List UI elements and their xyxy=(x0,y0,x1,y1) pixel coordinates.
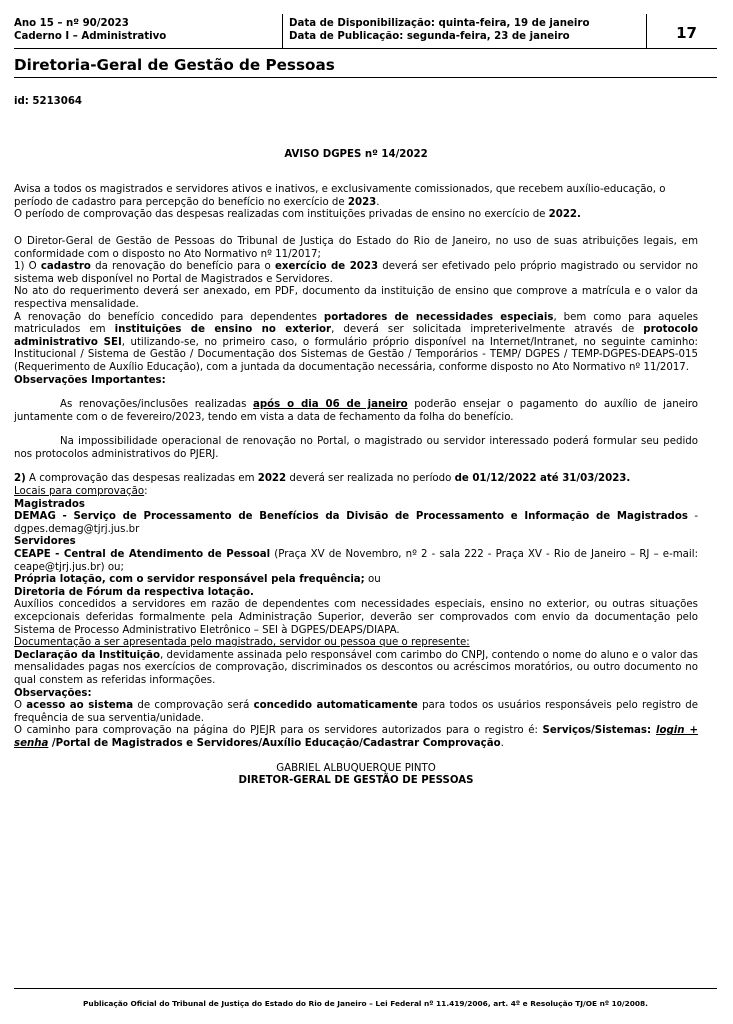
intro-paragraph-1: Avisa a todos os magistrados e servidores ativos e inativos, e exclusivamente comissionados, que recebem auxílio-educação, o período de cadastro para percepção do benefício no exercício de 2023. xyxy=(14,184,666,208)
body-paragraph-3: O Diretor-Geral de Gestão de Pessoas do Tribunal de Justiça do Estado do Rio de Janeiro, no uso de suas atribuições legais, em conformidade com o disposto no Ato Normativo nº 11/2017; xyxy=(14,235,698,260)
documentation-label: Documentação a ser apresentada pelo magistrado, servidor ou pessoa que o represente: xyxy=(14,637,470,649)
observation-2: Na impossibilidade operacional de renovação no Portal, o magistrado ou servidor interessado poderá formular seu pedido nos protocolos administrativos do PJERJ. xyxy=(14,436,698,460)
forum-entry: Diretoria de Fórum da respectiva lotação. xyxy=(14,586,254,598)
signature-role: DIRETOR-GERAL DE GESTÃO DE PESSOAS xyxy=(238,775,474,787)
observation-1: As renovações/inclusões realizadas após o dia 06 de janeiro poderão ensejar o pagamento do auxílio de janeiro juntamente com o de fevereiro/2023, tendo em vista a data de fechamento da folha do benefício. xyxy=(14,399,699,423)
intro-paragraph-2: O período de comprovação das despesas realizadas com instituições privadas de ensino no exercício de 2022. xyxy=(14,209,581,221)
auxilios-paragraph: Auxílios concedidos a servidores em razão de dependentes com necessidades especiais, ensino no exterior, ou outras situações excepcionais deferidas formalmente pela Administração Superior, deverão ser comprovados com envio da documentação pelo Sistema de Processo Administrativo Eletrônico – SEI à DGPES/DEAPS/DIAPA. xyxy=(14,599,698,636)
lotacao-entry: Própria lotação, com o servidor responsável pela frequência; ou xyxy=(14,574,381,586)
locais-label: Locais para comprovação: xyxy=(14,486,148,498)
body-paragraph-5: No ato do requerimento deverá ser anexado, em PDF, documento da instituição de ensino que comprove a matrícula e o valor da respectiva mensalidade. xyxy=(14,286,698,310)
header-divider xyxy=(646,14,647,48)
notice-title: AVISO DGPES nº 14/2022 xyxy=(284,148,428,160)
observations-title: Observações Importantes: xyxy=(14,374,166,386)
footer-divider xyxy=(14,988,717,989)
caderno-label: Caderno I – Administrativo xyxy=(14,31,167,42)
body-paragraph-6: A renovação do benefício concedido para dependentes portadores de necessidades especiais, bem como para aqueles matriculados em instituições de ensino no exterior, deverá ser solicitada impreterivelmente através de protocolo administrativo SEI, utilizando-se, no primeiro caso, o formulário próprio disponível na Internet/Intranet, no seguinte caminho: Institucional / Sistema de Gestão / Documentação dos Sistemas de Gestão / Temporários - TEMP/ DGPES / TEMP-DGPES-DEAPS-015 (Requerimento de Auxílio Educação), com a juntada da documentação necessária, conforme disposto no Ato Normativo nº 11/2017. xyxy=(14,311,698,373)
date-info xyxy=(289,17,589,43)
disponibilizacao-date: Data de Disponibilização: quinta-feira, 19 de janeiro xyxy=(289,18,590,29)
header-divider xyxy=(282,14,283,48)
magistrados-heading: Magistrados xyxy=(14,498,85,510)
signature-name: GABRIEL ALBUQUERQUE PINTO xyxy=(276,762,436,774)
edition-info xyxy=(14,17,166,43)
ceape-entry: CEAPE - Central de Atendimento de Pessoal (Praça XV de Novembro, nº 2 - sala 222 - Praça XV - Rio de Janeiro – RJ – e-mail: ceape@tjrj.jus.br) ou; xyxy=(14,549,699,573)
edition-number: Ano 15 – nº 90/2023 xyxy=(14,18,129,29)
servidores-heading: Servidores xyxy=(14,536,76,548)
body-paragraph-4: 1) O cadastro da renovação do benefício para o exercício de 2023 deverá ser efetivado pelo próprio magistrado ou servidor no sistema web disponível no Portal de Magistrados e Servidores. xyxy=(14,261,699,285)
page-header xyxy=(14,14,717,49)
section-title: Diretoria-Geral de Gestão de Pessoas xyxy=(14,56,717,78)
document-id: id: 5213064 xyxy=(14,96,83,107)
page-number: 17 xyxy=(676,24,697,42)
demag-entry: DEMAG - Serviço de Processamento de Benefícios da Divisão de Processamento e Informação de Magistrados - dgpes.demag@tjrj.jus.br xyxy=(14,511,698,535)
body-paragraph-7: 2) A comprovação das despesas realizadas em 2022 deverá ser realizada no período de 01/12/2022 até 31/03/2023. xyxy=(14,473,631,485)
observations-2-title: Observações: xyxy=(14,687,92,699)
caminho-paragraph: O caminho para comprovação na página do PJEJR para os servidores autorizados para o registro é: Serviços/Sistemas: login + senha /Portal de Magistrados e Servidores/Auxílio Educação/Cadastrar Comprovação. xyxy=(14,725,698,749)
page-footer: Publicação Oficial do Tribunal de Justiça do Estado do Rio de Janeiro – Lei Federal nº 11.419/2006, art. 4º e Resolução TJ/OE nº 10/2008. xyxy=(83,999,648,1008)
acesso-paragraph: O acesso ao sistema de comprovação será concedido automaticamente para todos os usuários responsáveis pelo registro de frequência de sua serventia/unidade. xyxy=(14,700,699,724)
document-body xyxy=(14,96,698,788)
publicacao-date: Data de Publicação: segunda-feira, 23 de janeiro xyxy=(289,31,570,42)
declaracao-paragraph: Declaração da Instituição, devidamente assinada pelo responsável com carimbo do CNPJ, contendo o nome do aluno e o valor das mensalidades pagas nos exercícios de comprovação, discriminados os descontos ou acréscimos moratórios, ou outro documento no qual constem as referidas informações. xyxy=(14,649,698,686)
